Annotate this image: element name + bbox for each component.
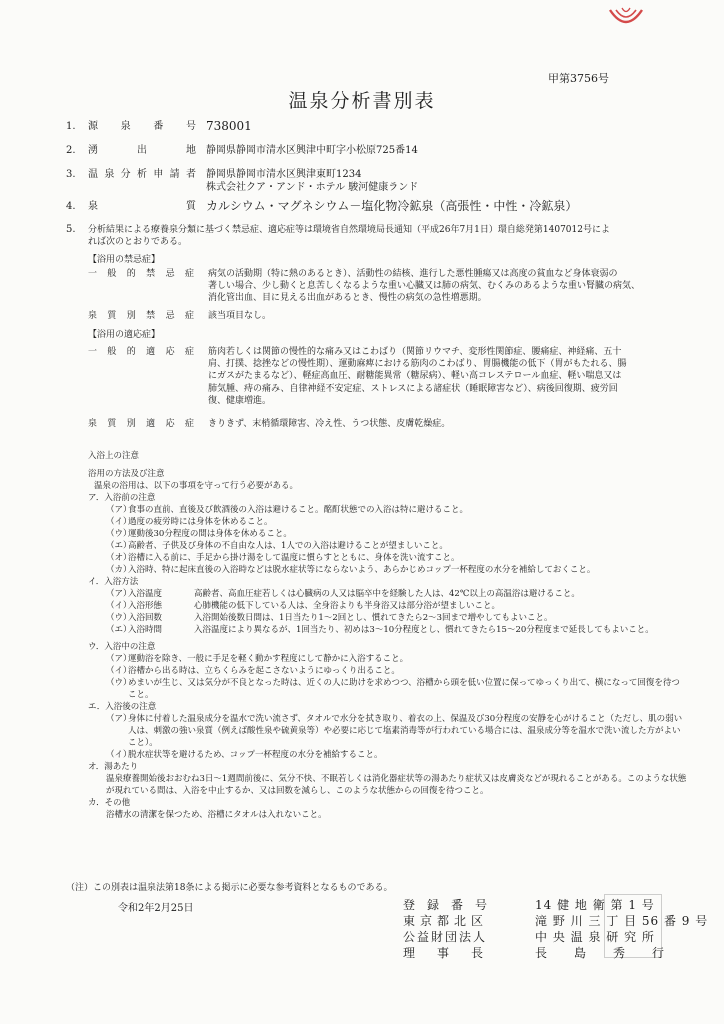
list-item: （イ） 浴槽から出る時は、立ちくらみを起こさないようにゆっくり出ること。 xyxy=(106,666,400,676)
list-item: （ア） 入浴温度 高齢者、高血圧症若しくは心臓病の人又は脳卒中を経験した人は、42℃以上の高温浴は避けること。 xyxy=(106,589,580,599)
method-intro: 温泉の浴用は、以下の事項を守って行う必要がある。 xyxy=(94,481,299,491)
signature-value: 滝 野 川 三 丁 目 56 番 9 号 xyxy=(535,914,709,928)
before-bath-title: ア．入浴前の注意 xyxy=(88,493,156,503)
list-item: （ア） 身体に付着した温泉成分を温水で洗い流さず、タオルで水分を拭き取り、着衣の上、保温及び30分程度の安静を心がけること（ただし、肌の弱い人は、刺激の強い泉質（例えば酸性泉や硫黄泉等）や必要に応じて塩素消毒等が行われている場合には、温泉成分等を温水で洗い流した方がよいこと）。 xyxy=(106,714,683,748)
text-line: 消化管出血、目に見える出血があるとき、慢性の病気の急性増悪期。 xyxy=(208,293,487,304)
row-label: 泉 質 別 禁 忌 症 xyxy=(88,311,194,321)
signature-row xyxy=(403,912,708,929)
text-line: 筋肉若しくは関節の慢性的な痛み又はこわばり（関節リウマチ、変形性関節症、腰痛症、神経痛、五十 xyxy=(208,347,622,357)
text-line: 著しい場合、少し動くと息苦しくなるような重い心臓又は肺の病気、むくみのあるような重い腎臓の病気、 xyxy=(208,281,641,292)
yuatari-text: 温泉療養開始後おおむね3日～1週間前後に、気分不快、不眠若しくは消化器症状等の湯あたり症状又は皮膚炎などが現れることがある。このような状態が現れている間は、入浴を中止するか、又は回数を減らし、このような状態からの回復を待つこと。 xyxy=(106,774,687,796)
signature-value: 長 島 秀 行 xyxy=(535,946,666,960)
general-indications xyxy=(88,346,678,407)
list-item: （エ） 高齢者、子供及び身体の不自由な人は、1人での入浴は避けることが望ましいこと。 xyxy=(106,541,448,551)
page-title: 温泉分析書別表 xyxy=(288,90,436,112)
text-line: 復、健康増進。 xyxy=(208,395,272,406)
signature-value: 中 央 温 泉 研 究 所 xyxy=(535,930,655,944)
other-title: カ．その他 xyxy=(88,798,131,808)
list-item: （オ） 浴槽に入る前に、手足から掛け湯をして温度に慣らすとともに、身体を洗い流すこと。 xyxy=(106,553,460,563)
list-item: （イ） 入浴形態 心肺機能の低下している人は、全身浴よりも半身浴又は部分浴が望ましいこと。 xyxy=(106,601,501,611)
document-number: 甲第3756号 xyxy=(548,72,609,85)
signature-value: 14 健 地 衛 第 1 号 xyxy=(535,898,655,912)
row-number: 3. xyxy=(66,169,76,180)
spring-contraindications xyxy=(88,310,678,322)
signature-label: 理事長 xyxy=(403,946,506,960)
list-item: （イ） 脱水症状等を避けるため、コップ一杯程度の水分を補給すること。 xyxy=(106,750,383,760)
bathing-notes xyxy=(88,450,688,821)
row-label: 源 泉 番 号 xyxy=(88,121,196,132)
section-intro-line: 分析結果による療養泉分類に基づく禁忌症、適応症等は環境省自然環境局長通知（平成26年7月1日）環自総発第1407012号によ xyxy=(88,225,610,235)
text-line: 該当項目なし。 xyxy=(208,311,272,321)
row-label: 湧 出 地 xyxy=(88,145,196,156)
row-value: 静岡県静岡市清水区興津中町字小松原725番14 xyxy=(206,145,418,156)
row-number: 4. xyxy=(66,201,76,212)
after-bath-title: エ．入浴後の注意 xyxy=(88,702,157,712)
yuatari-title: オ．湯あたり xyxy=(88,762,139,772)
list-item: （ウ） めまいが生じ、又は気分が不良となった時は、近くの人に助けを求めつつ、浴槽から頭を低い位置に保ってゆっくり出て、横になって回復を待つこと。 xyxy=(106,678,680,700)
list-item: （カ） 入浴時、特に起床直後の入浴時などは脱水症状等にならないよう、あらかじめコップ一杯程度の水分を補給しておくこと。 xyxy=(106,565,596,575)
row-value: 静岡県静岡市清水区興津東町1234 xyxy=(206,169,362,180)
list-item: （ウ） 入浴回数 入浴開始後数日間は、1日当たり1～2回とし、慣れてきたら2～3回まで増やしてもよいこと。 xyxy=(106,613,553,623)
indications-heading: 【浴用の適応症】 xyxy=(88,330,161,340)
text-line: 病気の活動期（特に熱のあるとき）、活動性の結核、進行した悪性腫瘍又は高度の貧血など身体衰弱の xyxy=(208,269,618,279)
signature-label: 東京都北区 xyxy=(403,914,489,928)
text-line: 肺気腫、痔の痛み、自律神経不安定症、ストレスによる諸症状（睡眠障害など）、病後回復期、疲労回 xyxy=(208,383,618,394)
row-value: カルシウム・マグネシウム－塩化物冷鉱泉（高張性・中性・冷鉱泉） xyxy=(206,199,578,213)
bath-method-title: イ．入浴方法 xyxy=(88,577,139,587)
section-intro-line: れば次のとおりである。 xyxy=(88,237,188,247)
row-label: 一 般 的 適 応 症 xyxy=(88,347,194,357)
other-text: 浴槽水の清潔を保つため、浴槽にタオルは入れないこと。 xyxy=(106,810,327,820)
notes-title: 入浴上の注意 xyxy=(88,451,140,461)
row-value-2: 株式会社クア・アンド・ホテル 駿河健康ランド xyxy=(206,182,419,193)
issue-date: 令和2年2月25日 xyxy=(118,903,194,914)
signature-label: 登録番号 xyxy=(403,898,500,912)
logo-icon xyxy=(606,4,646,30)
text-line: 肩、打撲、捻挫などの慢性期）、運動麻痺における筋肉のこわばり、胃腸機能の低下（胃がもたれる、腸 xyxy=(208,359,627,370)
list-item: （イ） 過度の疲労時には身体を休めること。 xyxy=(106,517,273,527)
signature-label: 公益財団法人 xyxy=(403,930,488,944)
method-title: 浴用の方法及び注意 xyxy=(88,469,165,479)
list-item: （ウ） 運動後30分程度の間は身体を休めること。 xyxy=(106,529,292,539)
row-label: 泉 質 別 適 応 症 xyxy=(88,419,194,429)
list-item: （エ） 入浴時間 入浴温度により異なるが、1回当たり、初めは3～10分程度とし、慣れてきたら15～20分程度まで延長してもよいこと。 xyxy=(106,625,654,635)
list-item: （ア） 食事の直前、直後及び飲酒後の入浴は避けること。酩酊状態での入浴は特に避けること。 xyxy=(106,505,469,515)
list-item: （ア） 運動浴を除き、一般に手足を軽く動かす程度にして静かに入浴すること。 xyxy=(106,654,409,664)
section-indications xyxy=(66,224,666,248)
signature-row xyxy=(403,944,665,961)
row-value: 738001 xyxy=(206,119,252,133)
row-number: 2. xyxy=(66,145,76,156)
during-bath-title: ウ．入浴中の注意 xyxy=(88,642,156,652)
row-label: 一 般 的 禁 忌 症 xyxy=(88,269,194,279)
footnote: （注）この別表は温泉法第18条による掲示に必要な参考資料となるものである。 xyxy=(66,883,393,893)
signature-row xyxy=(403,896,655,913)
contraindications-heading: 【浴用の禁忌症】 xyxy=(88,255,161,265)
general-contraindications xyxy=(88,268,678,305)
text-line: にガスがたまるなど）、軽症高血圧、耐糖能異常（糖尿病）、軽い高コレステロール血症、軽い喘息又は xyxy=(208,371,622,382)
row-label: 泉 質 xyxy=(88,201,196,212)
row-label: 温 泉 分 析 申 請 者 xyxy=(88,169,196,180)
row-number: 1. xyxy=(66,121,76,132)
text-line: きりきず、末梢循環障害、冷え性、うつ状態、皮膚乾燥症。 xyxy=(208,419,451,429)
signature-row xyxy=(403,928,655,945)
spring-indications xyxy=(88,418,678,430)
row-number: 5. xyxy=(66,224,76,235)
